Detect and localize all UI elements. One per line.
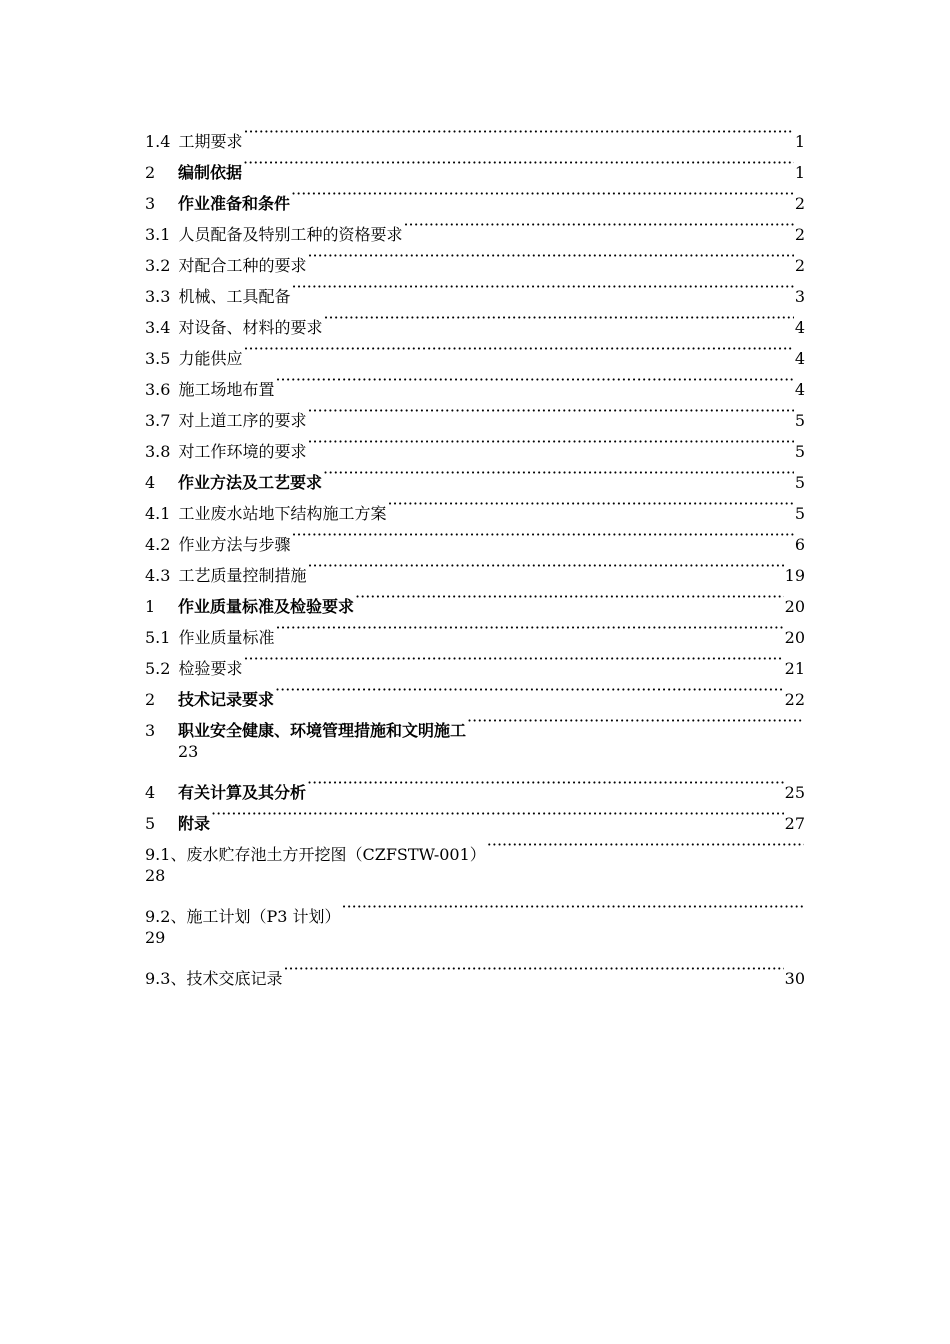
toc-leader-dots	[211, 798, 784, 829]
toc-leader-dots	[467, 705, 804, 736]
toc-entry-page: 1	[794, 163, 805, 182]
toc-entry-title: 施工场地布置	[178, 380, 275, 399]
toc-leader-dots	[323, 302, 793, 333]
toc-entry-number: 9.3、	[145, 969, 187, 988]
toc-entry-number: 3.5	[145, 349, 171, 368]
table-of-contents	[145, 116, 805, 988]
toc-entry-title: 作业准备和条件	[178, 194, 291, 213]
toc-entry-number: 4.1	[145, 504, 171, 523]
toc-entry-number: 3.8	[145, 442, 171, 461]
toc-leader-dots	[387, 488, 793, 519]
toc-entry-page: 27	[784, 814, 805, 833]
toc-entry-page: 22	[784, 690, 805, 709]
toc-entry-title: 作业质量标准及检验要求	[178, 597, 355, 616]
toc-entry-page: 1	[794, 132, 805, 151]
toc-entry-number: 1.4	[145, 132, 171, 151]
toc-entry-title: 对设备、材料的要求	[178, 318, 323, 337]
toc-leader-dots	[243, 116, 793, 147]
toc-entry-title: 作业质量标准	[178, 628, 275, 647]
toc-entry-number: 1	[145, 597, 156, 616]
toc-entry-page: 20	[784, 628, 805, 647]
toc-entry-number: 9.2、	[145, 907, 187, 926]
toc-entry-number: 3.3	[145, 287, 171, 306]
toc-entry-title: 有关计算及其分析	[178, 783, 307, 802]
toc-leader-dots	[291, 271, 793, 302]
toc-leader-dots	[342, 891, 805, 922]
toc-entry-number: 2	[145, 690, 156, 709]
toc-entry-number: 3	[145, 194, 156, 213]
toc-leader-dots	[275, 612, 783, 643]
toc-entry-title: 技术记录要求	[178, 690, 275, 709]
toc-entry-page: 2	[794, 225, 805, 244]
toc-entry-title: 职业安全健康、环境管理措施和文明施工	[178, 721, 467, 740]
toc-entry-page: 5	[794, 473, 805, 492]
toc-entry-page: 5	[794, 411, 805, 430]
toc-entry-number: 5.2	[145, 659, 171, 678]
toc-leader-dots	[275, 364, 793, 395]
toc-entry-number: 4	[145, 783, 156, 802]
toc-leader-dots	[307, 395, 793, 426]
toc-entry[interactable]	[145, 767, 805, 802]
toc-entry[interactable]	[145, 798, 805, 833]
toc-entry-page: 28	[145, 866, 166, 885]
toc-entry-page: 2	[794, 256, 805, 275]
toc-entry-page: 23	[178, 742, 199, 761]
toc-entry-title: 工期要求	[178, 132, 243, 151]
toc-entry[interactable]	[145, 178, 805, 213]
toc-leader-dots	[307, 767, 784, 798]
toc-entry-number: 4.3	[145, 566, 171, 585]
toc-entry-number: 9.1、	[145, 845, 187, 864]
toc-entry[interactable]	[145, 674, 805, 709]
toc-entry-page: 5	[794, 442, 805, 461]
toc-entry-title: 废水贮存池土方开挖图（CZFSTW-001）	[186, 845, 486, 864]
toc-entry-page: 20	[784, 597, 805, 616]
toc-entry[interactable]	[145, 364, 805, 399]
toc-entry-title: 力能供应	[178, 349, 243, 368]
toc-entry[interactable]	[145, 891, 805, 926]
toc-entry-title: 对上道工序的要求	[178, 411, 307, 430]
toc-leader-dots	[243, 643, 783, 674]
toc-entry-title: 检验要求	[178, 659, 243, 678]
toc-entry-title: 对配合工种的要求	[178, 256, 307, 275]
toc-entry[interactable]	[145, 643, 805, 678]
toc-entry-number: 3.6	[145, 380, 171, 399]
toc-entry-number: 2	[145, 163, 156, 182]
toc-leader-dots	[307, 240, 793, 271]
toc-entry[interactable]	[145, 147, 805, 182]
toc-leader-dots	[243, 147, 794, 178]
toc-entry-number: 4.2	[145, 535, 171, 554]
toc-entry-title: 机械、工具配备	[178, 287, 291, 306]
toc-leader-dots	[291, 178, 794, 209]
toc-entry-number: 5	[145, 814, 156, 833]
toc-entry-title: 施工计划（P3 计划）	[186, 907, 341, 926]
toc-entry-page: 30	[784, 969, 805, 988]
toc-entry-number: 3	[145, 721, 156, 740]
toc-entry-page: 5	[794, 504, 805, 523]
toc-leader-dots	[403, 209, 793, 240]
toc-entry[interactable]	[145, 829, 805, 864]
toc-entry[interactable]	[145, 953, 805, 988]
toc-leader-dots	[307, 550, 783, 581]
toc-entry-page: 25	[784, 783, 805, 802]
toc-entry-page: 21	[784, 659, 805, 678]
toc-entry-page: 4	[794, 318, 805, 337]
toc-entry-page: 2	[794, 194, 805, 213]
toc-entry-page: 4	[794, 349, 805, 368]
toc-leader-dots	[291, 519, 793, 550]
toc-entry-number: 3.7	[145, 411, 171, 430]
toc-entry-title: 人员配备及特别工种的资格要求	[178, 225, 403, 244]
toc-leader-dots	[323, 457, 794, 488]
toc-entry-page: 29	[145, 928, 166, 947]
toc-leader-dots	[275, 674, 784, 705]
toc-entry-page: 4	[794, 380, 805, 399]
toc-entry[interactable]	[145, 333, 805, 368]
toc-entry-page: 6	[794, 535, 805, 554]
toc-leader-dots	[487, 829, 804, 860]
toc-entry-number: 3.2	[145, 256, 171, 275]
toc-entry[interactable]	[145, 116, 805, 151]
toc-leader-dots	[243, 333, 793, 364]
toc-entry-number: 3.4	[145, 318, 171, 337]
toc-entry-number: 4	[145, 473, 156, 492]
toc-entry-title: 编制依据	[178, 163, 243, 182]
toc-leader-dots	[355, 581, 784, 612]
toc-entry-number: 5.1	[145, 628, 171, 647]
toc-entry-page: 19	[784, 566, 805, 585]
toc-entry-title: 工业废水站地下结构施工方案	[178, 504, 387, 523]
toc-entry-title: 作业方法及工艺要求	[178, 473, 323, 492]
toc-entry-title: 附录	[178, 814, 211, 833]
toc-entry-number: 3.1	[145, 225, 171, 244]
toc-leader-dots	[307, 426, 793, 457]
toc-entry-title: 技术交底记录	[186, 969, 283, 988]
toc-entry-page: 3	[794, 287, 805, 306]
toc-entry-title: 作业方法与步骤	[178, 535, 291, 554]
toc-leader-dots	[283, 953, 783, 984]
toc-entry-title: 工艺质量控制措施	[178, 566, 307, 585]
toc-entry-title: 对工作环境的要求	[178, 442, 307, 461]
